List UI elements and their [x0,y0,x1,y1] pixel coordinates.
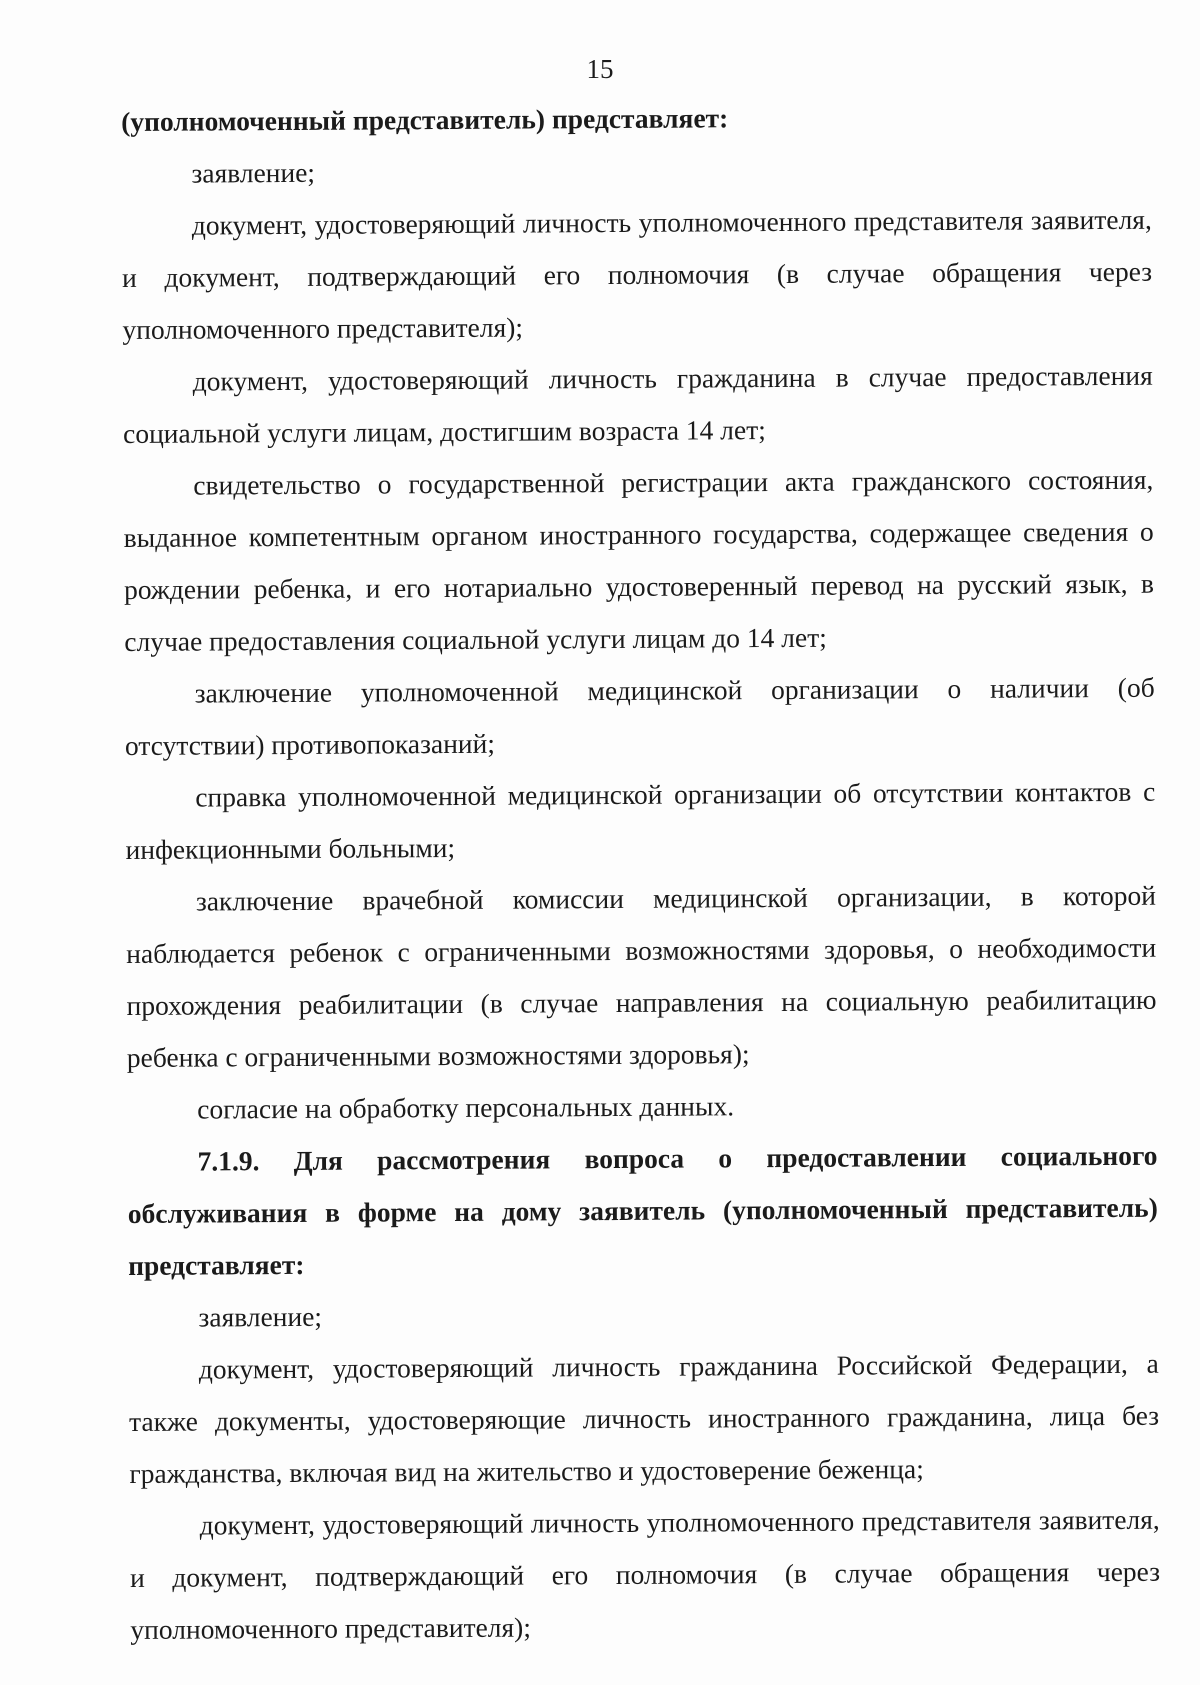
paragraph-birth-certificate: свидетельство о государственной регистрации акта гражданского состояния, выданное компетентным органом иностранного государства, содержащее сведения о рождении ребенка, и его нотариально удостоверенный перевод на русский язык, в случае предоставления социальной услуги лицам до 14 лет; [123,463,1155,657]
paragraph-representative-id-2: документ, удостоверяющий личность уполномоченного представителя заявителя, и документ, подтверждающий его полномочия (в случае обращения через уполномоченного представителя); [129,1503,1161,1645]
paragraph-medical-commission: заключение врачебной комиссии медицинской организации, в которой наблюдается ребенок с ограниченными возможностями здоровья, о необходимости прохождения реабилитации (в случае направления на социальную реабилитацию ребенка с ограниченными возможностями здоровья); [126,879,1157,1073]
paragraph-heading-continuation: (уполномоченный представитель) представляет: [121,102,729,137]
page-number: 15 [586,54,614,84]
paragraph-application: заявление; [191,156,316,189]
paragraph-contacts-certificate: справка уполномоченной медицинской организации об отсутствии контактов с инфекционными больными; [125,775,1156,865]
paragraph-contraindications: заключение уполномоченной медицинской организации о наличии (об отсутствии) противопоказаний; [124,671,1155,761]
paragraph-personal-data-consent: согласие на обработку персональных данных. [197,1090,735,1125]
paragraph-representative-id: документ, удостоверяющий личность уполномоченного представителя заявителя, и документ, подтверждающий его полномочия (в случае обращения через уполномоченного представителя); [122,203,1153,345]
paragraph-application-2: заявление; [198,1300,323,1333]
document-body [121,90,1161,1656]
paragraph-citizen-id: документ, удостоверяющий личность гражданина в случае предоставления социальной услуги лицам, достигшим возраста 14 лет; [122,359,1153,449]
paragraph-section-7-1-9: 7.1.9. Для рассмотрения вопроса о предоставлении социального обслуживания в форме на дому заявитель (уполномоченный представитель) представляет: [127,1139,1158,1281]
paragraph-citizen-foreign-id: документ, удостоверяющий личность гражданина Российской Федерации, а также документы, удостоверяющие личность иностранного гражданина, лица без гражданства, включая вид на жительство и удостоверение беженца; [129,1347,1160,1489]
